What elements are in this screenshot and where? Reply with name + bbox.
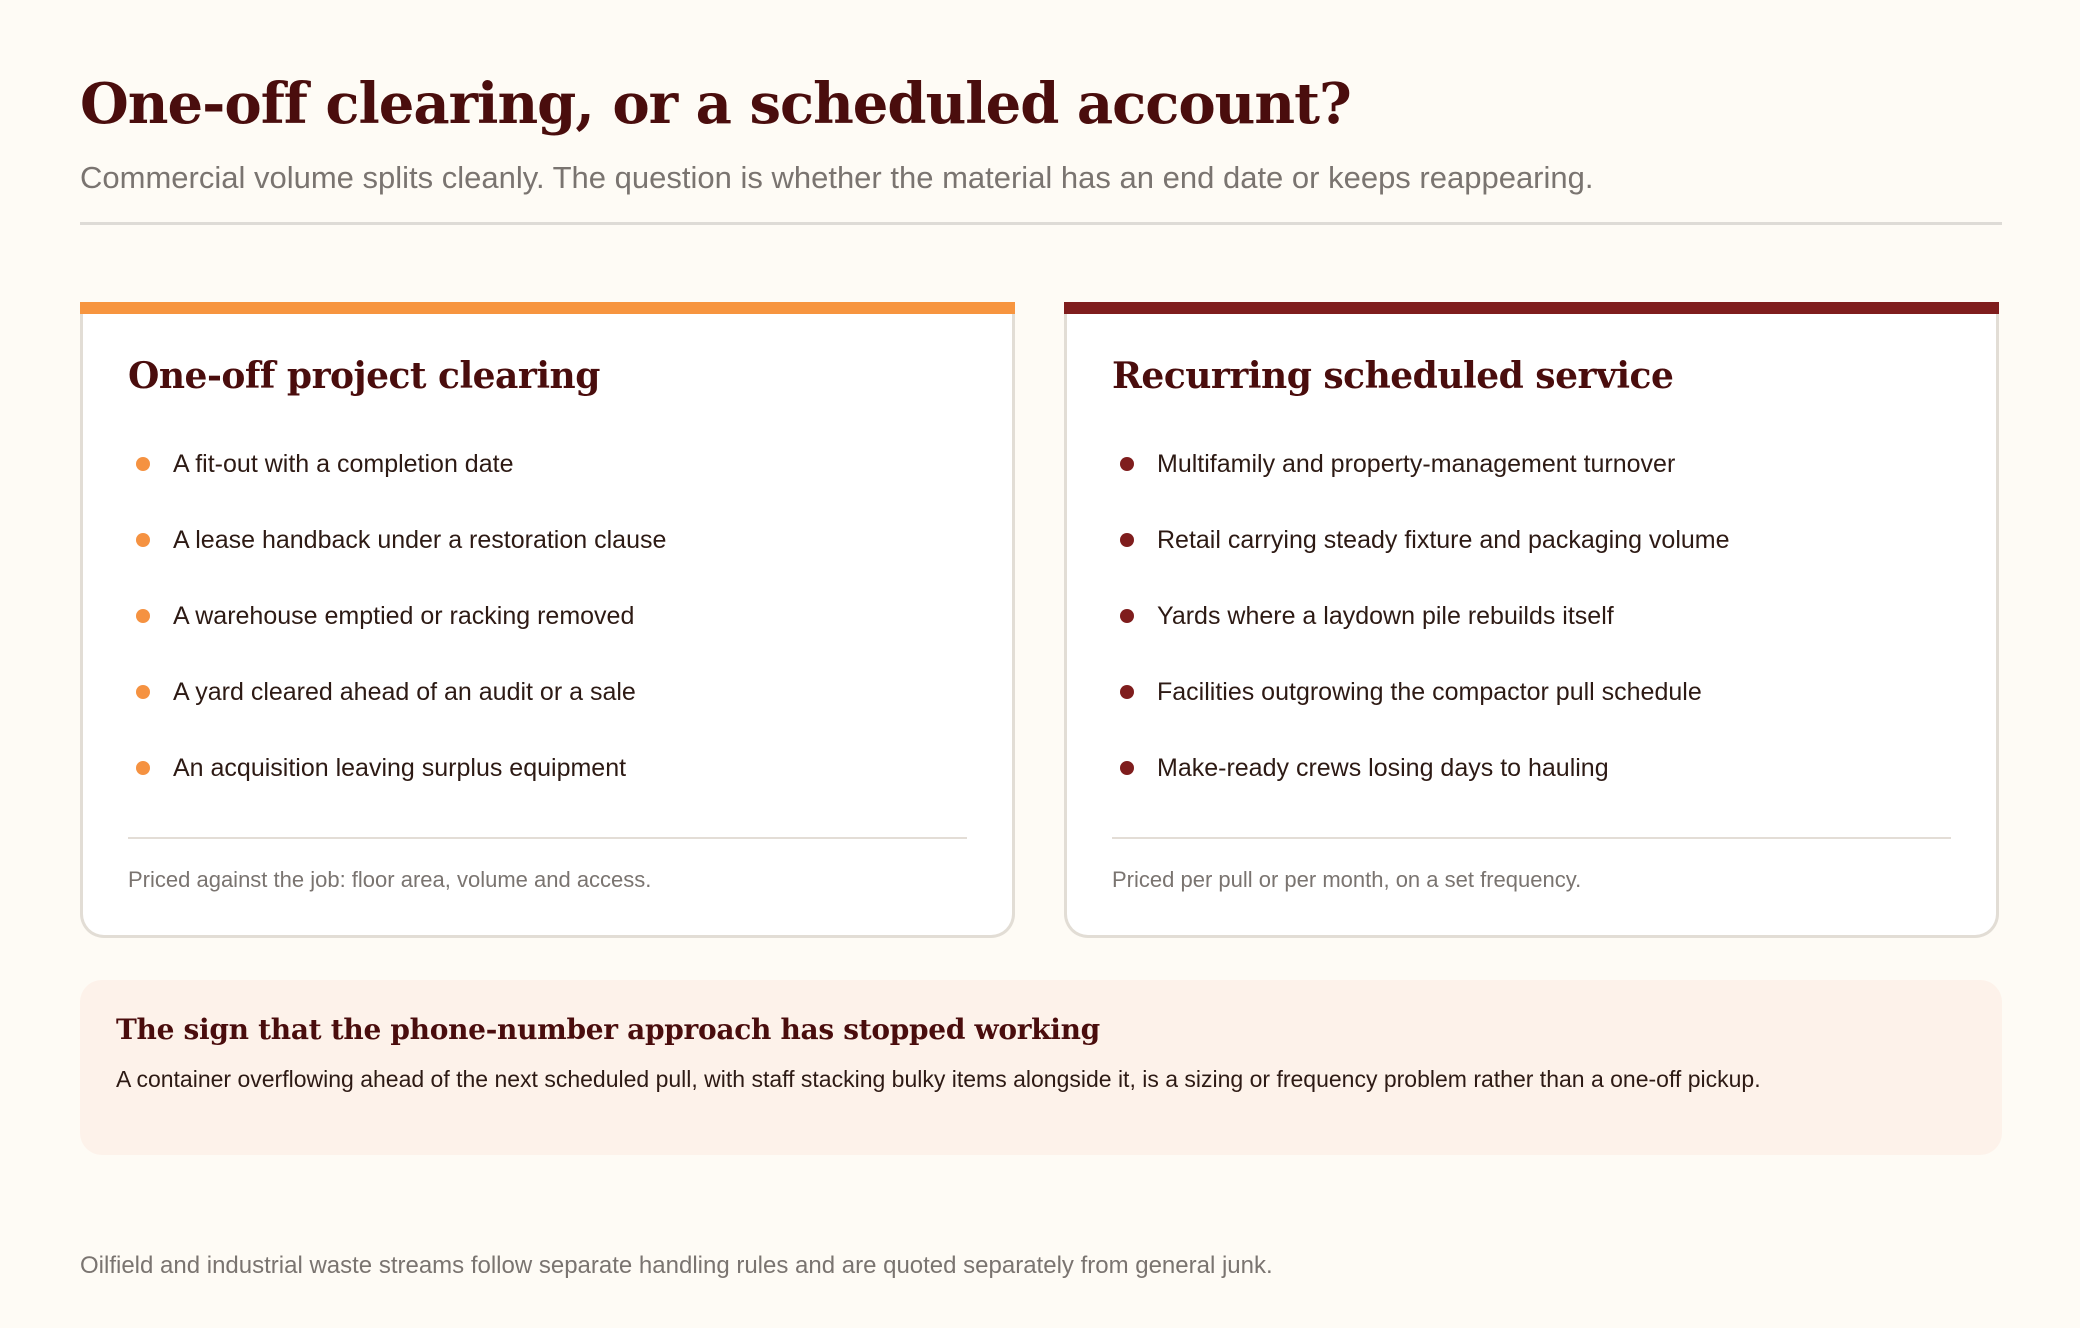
list-item-text: A yard cleared ahead of an audit or a sale [173,678,636,706]
page-subtitle: Commercial volume splits cleanly. The question is whether the material has an end date or keeps reappearing. [80,160,1594,195]
callout-title: The sign that the phone-number approach has stopped working [116,1013,1100,1046]
header-divider [80,222,2002,225]
bullet-dot-icon [136,761,150,775]
page-header [80,64,2001,198]
list-item-text: Multifamily and property-management turnover [1157,450,1676,478]
list-item [1112,746,1730,822]
card-title: One-off project clearing [128,355,600,397]
footnote: Oilfield and industrial waste streams follow separate handling rules and are quoted separately from general junk. [80,1252,1273,1279]
card-divider [128,837,967,839]
card-list [128,442,666,822]
list-item-text: A lease handback under a restoration clause [173,526,667,554]
list-item-text: A warehouse emptied or racking removed [173,602,635,630]
page-title: One-off clearing, or a scheduled account? [80,71,1351,137]
bullet-dot-icon [136,533,150,547]
list-item [1112,670,1730,746]
card-list [1112,442,1730,822]
bullet-dot-icon [136,685,150,699]
callout-box [80,980,2002,1155]
list-item [1112,518,1730,594]
list-item-text: Retail carrying steady fixture and packaging volume [1157,526,1730,554]
bullet-dot-icon [1120,609,1134,623]
list-item [128,518,666,594]
bullet-dot-icon [1120,457,1134,471]
list-item-text: Make-ready crews losing days to hauling [1157,754,1609,782]
list-item-text: Yards where a laydown pile rebuilds itself [1157,602,1614,630]
bullet-dot-icon [1120,761,1134,775]
list-item [1112,594,1730,670]
card-divider [1112,837,1951,839]
bullet-dot-icon [136,457,150,471]
card-footer: Priced against the job: floor area, volume and access. [128,867,652,892]
card-accent-bar [1064,302,1999,314]
list-item-text: An acquisition leaving surplus equipment [173,754,627,782]
card-accent-bar [80,302,1015,314]
list-item [1112,442,1730,518]
callout-text: A container overflowing ahead of the next scheduled pull, with staff stacking bulky items alongside it, is a sizing or frequency problem rather than a one-off pickup. [116,1066,1761,1092]
bullet-dot-icon [1120,685,1134,699]
bullet-dot-icon [136,609,150,623]
list-item [128,442,666,518]
list-item-text: A fit-out with a completion date [173,450,514,478]
card-footer: Priced per pull or per month, on a set frequency. [1112,867,1582,892]
list-item-text: Facilities outgrowing the compactor pull schedule [1157,678,1702,706]
card-title: Recurring scheduled service [1112,355,1674,397]
card-recurring [1064,302,1999,938]
card-one-off [80,302,1015,938]
list-item [128,670,666,746]
list-item [128,594,666,670]
bullet-dot-icon [1120,533,1134,547]
list-item [128,746,666,822]
